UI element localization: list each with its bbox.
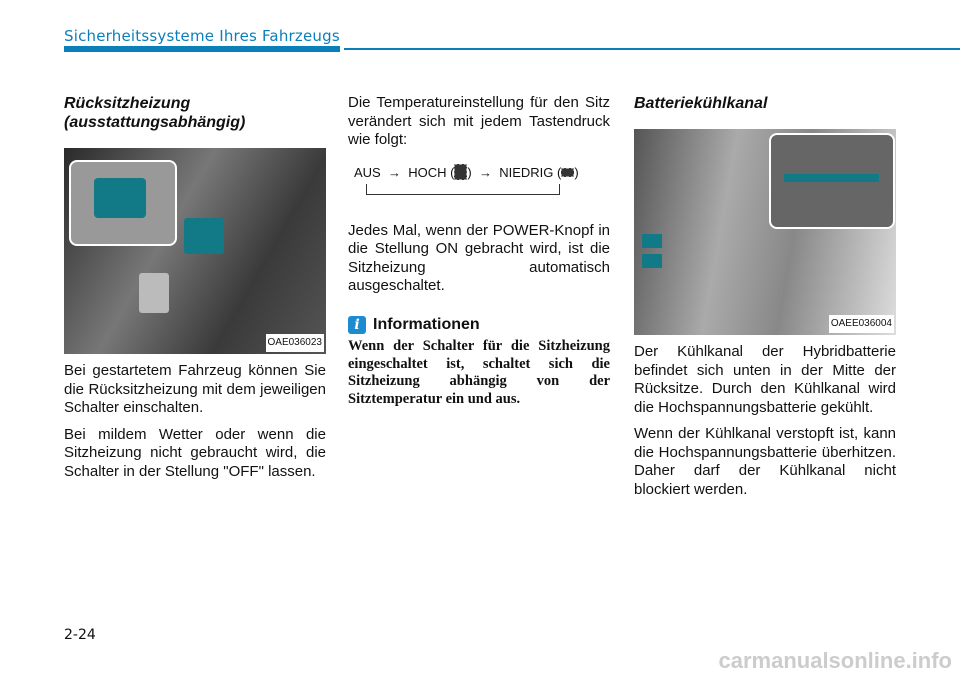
paragraph: Bei mildem Wetter oder wenn die Sitzheizung nicht gebraucht wird, die Schalter in der Stellung "OFF" lassen. — [64, 425, 326, 480]
arrow-icon: → — [387, 164, 401, 180]
column-rear-seat-heating — [64, 94, 326, 489]
watermark: carmanualsonline.info — [718, 648, 952, 673]
paragraph: Die Temperatureinstellung für den Sitz verändert sich mit jedem Tastendruck wie folgt: — [348, 94, 610, 148]
battery-cooling-duct-image — [634, 129, 896, 335]
return-arrow-line — [366, 184, 560, 195]
low-level-icon — [561, 168, 574, 177]
image-code: OAE036023 — [266, 334, 325, 353]
paragraph: Wenn der Kühlkanal verstopft ist, kann die Hochspannungsbatterie überhitzen. Daher darf der Kühlkanal nicht blockiert werden. — [634, 425, 896, 498]
info-heading — [348, 316, 610, 335]
paragraph: Der Kühlkanal der Hybridbatterie befindet sich unten in der Mitte der Rücksitze. Durch den Kühlkanal wird die Hochspannungsbatterie gekühlt. — [634, 343, 896, 416]
info-text: Wenn der Schalter für die Sitzheizung eingeschaltet ist, schaltet sich die Sitzheizung abhängig von der Sitztemperatur ein und aus. — [348, 338, 610, 407]
heading-battery-cooling: Batteriekühlkanal — [634, 95, 768, 112]
paren: ) — [574, 164, 579, 180]
paragraph: Jedes Mal, wenn der POWER-Knopf in die Stellung ON gebracht wird, ist die Sitzheizung automatisch ausgeschaltet. — [348, 221, 610, 294]
temperature-cycle-diagram — [354, 164, 610, 212]
page-number: 2-24 — [64, 627, 96, 643]
info-title: Informationen — [373, 315, 480, 333]
paren: ) — [467, 164, 472, 180]
column-temperature — [348, 94, 610, 408]
flow-high: HOCH ( — [408, 164, 455, 180]
high-level-icon — [454, 164, 467, 180]
section-title: Sicherheitssysteme Ihres Fahrzeugs — [64, 27, 340, 45]
seat-heater-switch-image — [64, 148, 326, 354]
image-code: OAEE036004 — [829, 315, 894, 334]
arrow-icon: → — [479, 164, 492, 180]
header-bar — [64, 46, 340, 52]
heading-rear-seat-heating: Rücksitzheizung (ausstattungsabhängig) — [64, 95, 246, 131]
flow-low: NIEDRIG ( — [499, 164, 562, 180]
info-icon: i — [348, 316, 366, 334]
paragraph: Bei gestartetem Fahrzeug können Sie die Rücksitzheizung mit dem jeweiligen Schalter einschalten. — [64, 362, 326, 416]
header-line — [344, 48, 960, 50]
flow-off: AUS — [354, 164, 381, 180]
column-battery-cooling — [634, 94, 896, 507]
